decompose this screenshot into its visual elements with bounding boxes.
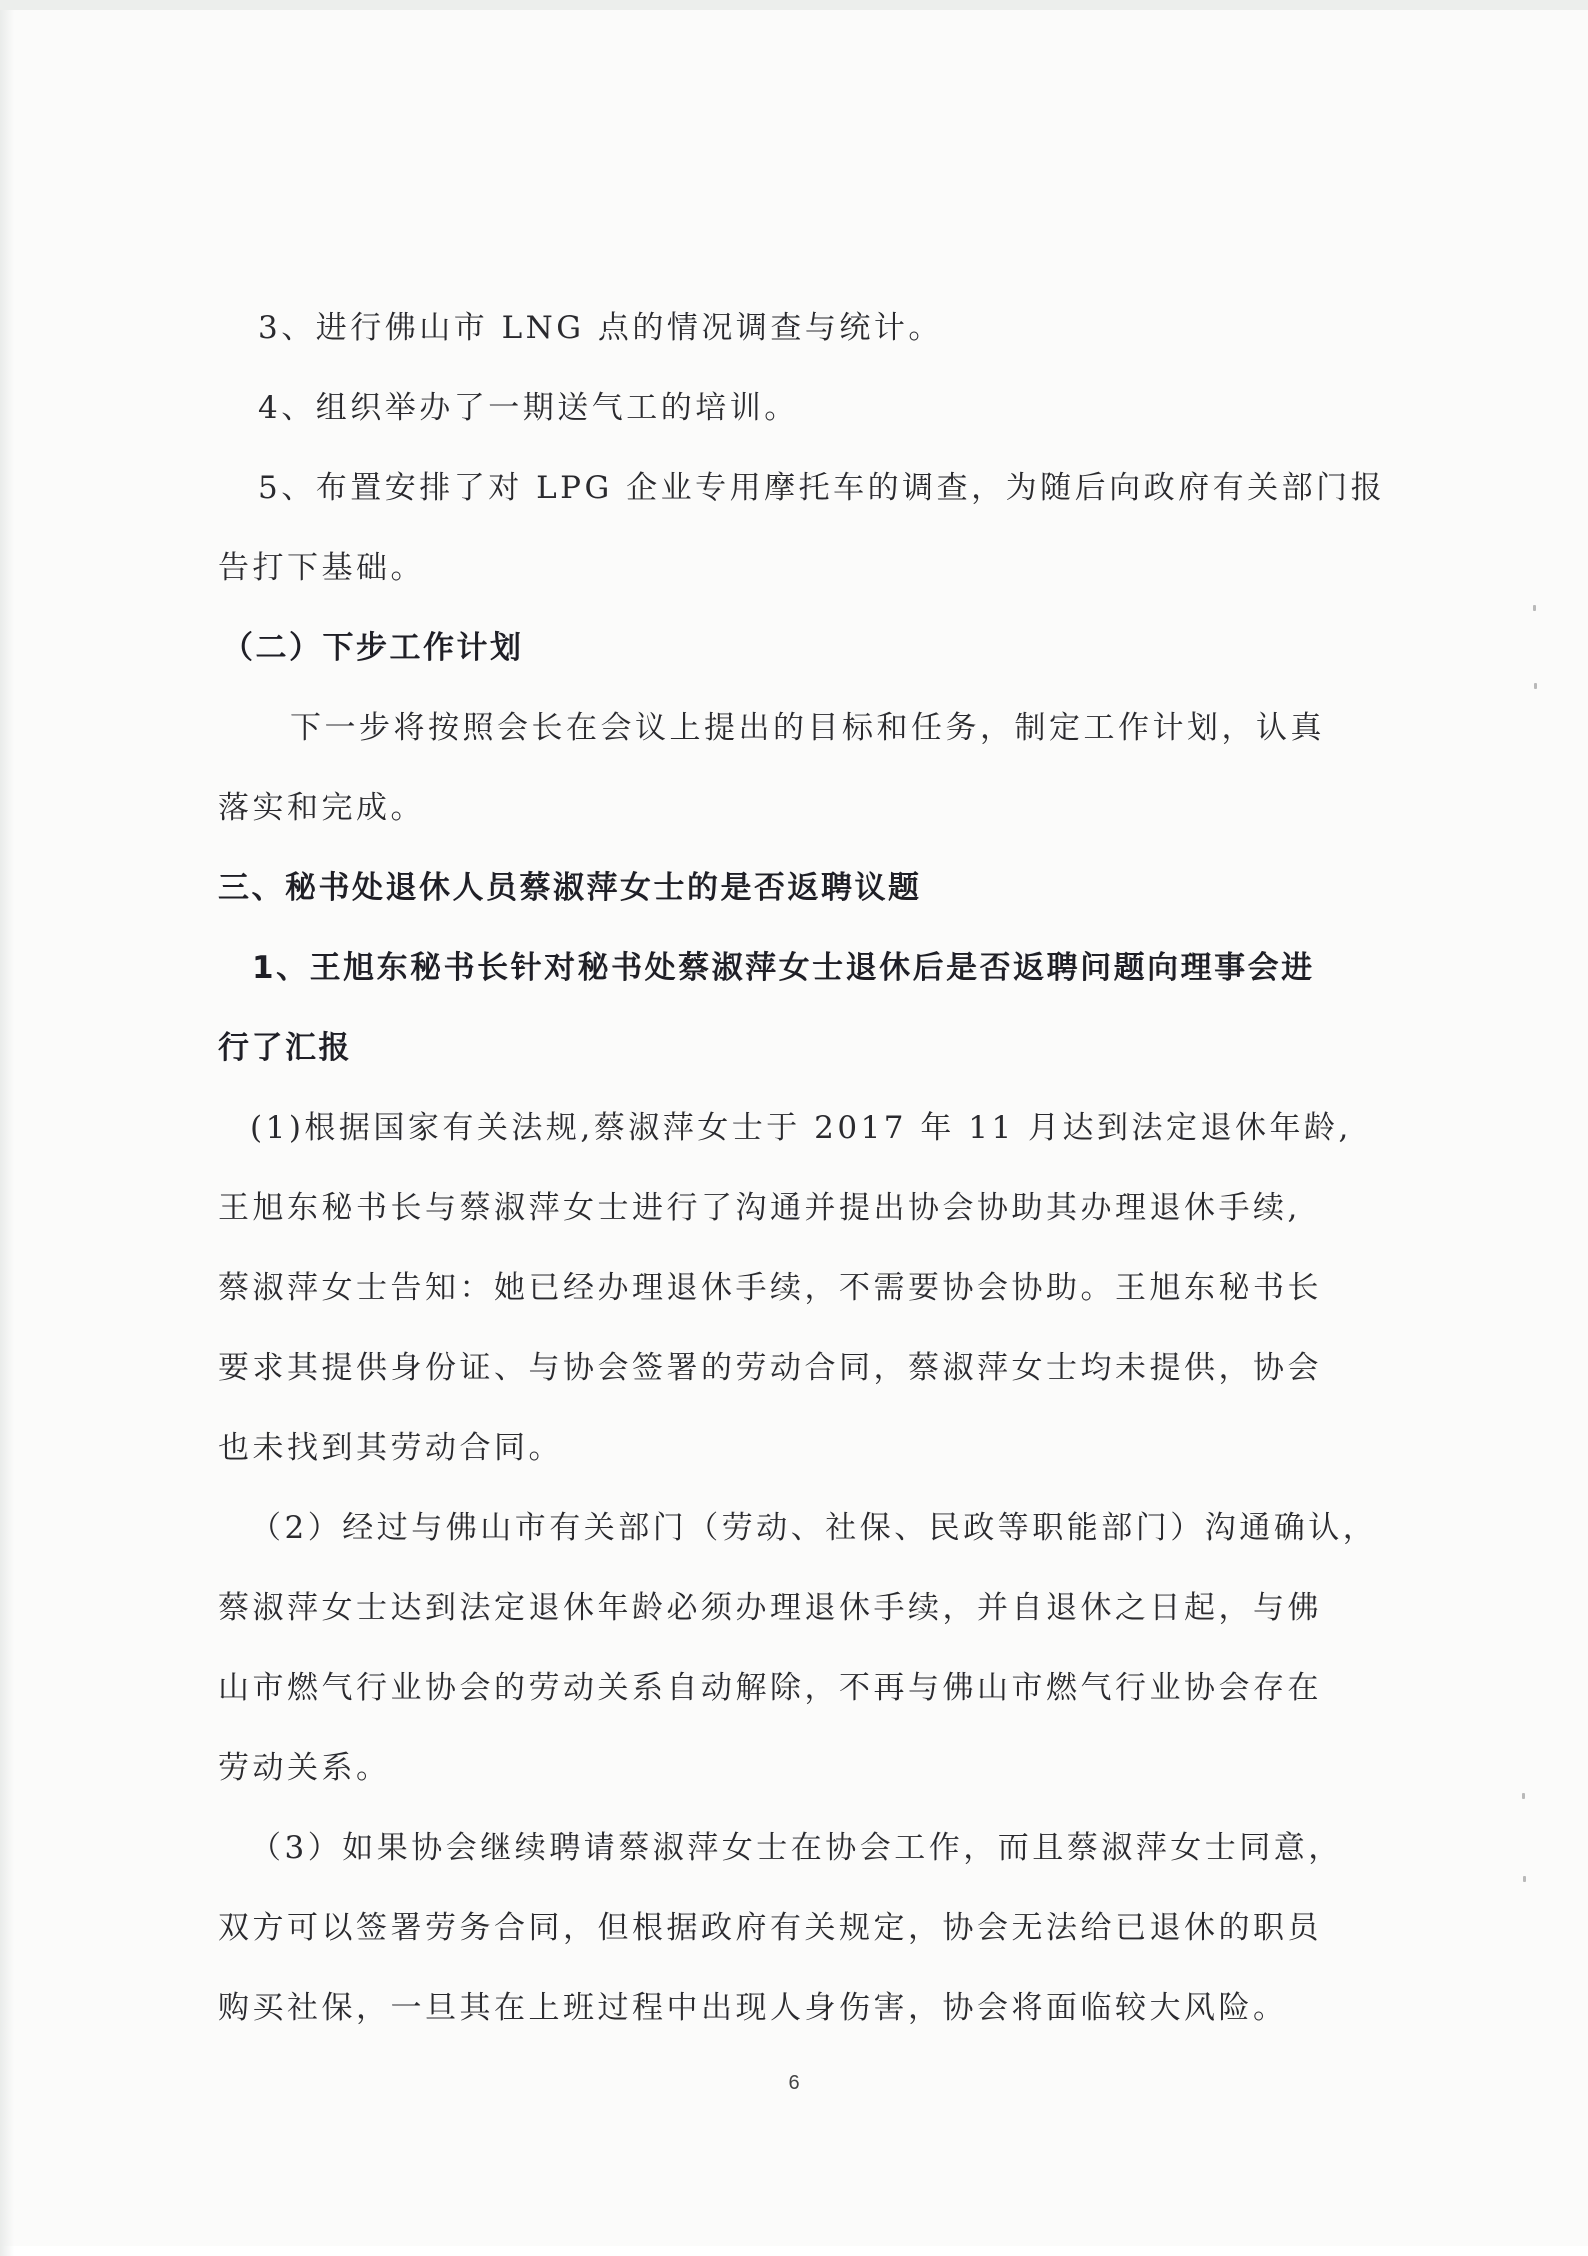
list-item-5-continued: 告打下基础。 — [218, 550, 425, 586]
section-heading-3: 三、秘书处退休人员蔡淑萍女士的是否返聘议题 — [218, 870, 922, 906]
paragraph-point-2-line-4: 劳动关系。 — [218, 1750, 391, 1786]
list-item-5: 5、布置安排了对 LPG 企业专用摩托车的调查，为随后向政府有关部门报 — [258, 470, 1386, 506]
paragraph-point-3-line-3: 购买社保，一旦其在上班过程中出现人身伤害，协会将面临较大风险。 — [218, 1990, 1288, 2026]
paragraph-point-1-line-5: 也未找到其劳动合同。 — [218, 1430, 563, 1466]
paragraph-point-1-line-2: 王旭东秘书长与蔡淑萍女士进行了沟通并提出协会协助其办理退休手续, — [218, 1190, 1301, 1226]
paragraph-point-1: (1)根据国家有关法规,蔡淑萍女士于 2017 年 11 月达到法定退休年龄, — [250, 1110, 1352, 1146]
list-item-3: 3、进行佛山市 LNG 点的情况调查与统计。 — [258, 310, 943, 346]
paragraph-point-1-line-4: 要求其提供身份证、与协会签署的劳动合同，蔡淑萍女士均未提供，协会 — [218, 1350, 1322, 1386]
section-heading-next-steps: （二）下步工作计划 — [222, 630, 524, 666]
paragraph-point-2-line-3: 山市燃气行业协会的劳动关系自动解除，不再与佛山市燃气行业协会存在 — [218, 1670, 1322, 1706]
subsection-heading-1: 1、王旭东秘书长针对秘书处蔡淑萍女士退休后是否返聘问题向理事会进 — [252, 950, 1315, 986]
paragraph-point-3: （3）如果协会继续聘请蔡淑萍女士在协会工作，而且蔡淑萍女士同意， — [250, 1830, 1343, 1866]
paragraph-next-steps: 下一步将按照会长在会议上提出的目标和任务，制定工作计划，认真 — [290, 710, 1325, 746]
paragraph-next-steps-continued: 落实和完成。 — [218, 790, 425, 826]
page-number: 6 — [788, 2072, 800, 2094]
scan-edge-shadow — [0, 10, 14, 2256]
list-item-4: 4、组织举办了一期送气工的培训。 — [258, 390, 799, 426]
paragraph-point-3-line-2: 双方可以签署劳务合同，但根据政府有关规定，协会无法给已退休的职员 — [218, 1910, 1322, 1946]
scan-speck — [1522, 1793, 1525, 1799]
paragraph-point-2-line-2: 蔡淑萍女士达到法定退休年龄必须办理退休手续，并自退休之日起，与佛 — [218, 1590, 1322, 1626]
paragraph-point-2: （2）经过与佛山市有关部门（劳动、社保、民政等职能部门）沟通确认， — [250, 1510, 1378, 1546]
scan-speck — [1534, 683, 1537, 689]
paragraph-point-1-line-3: 蔡淑萍女士告知：她已经办理退休手续，不需要协会协助。王旭东秘书长 — [218, 1270, 1322, 1306]
subsection-heading-1-continued: 行了汇报 — [218, 1030, 352, 1066]
scan-speck — [1523, 1876, 1526, 1882]
scan-speck — [1533, 605, 1536, 611]
